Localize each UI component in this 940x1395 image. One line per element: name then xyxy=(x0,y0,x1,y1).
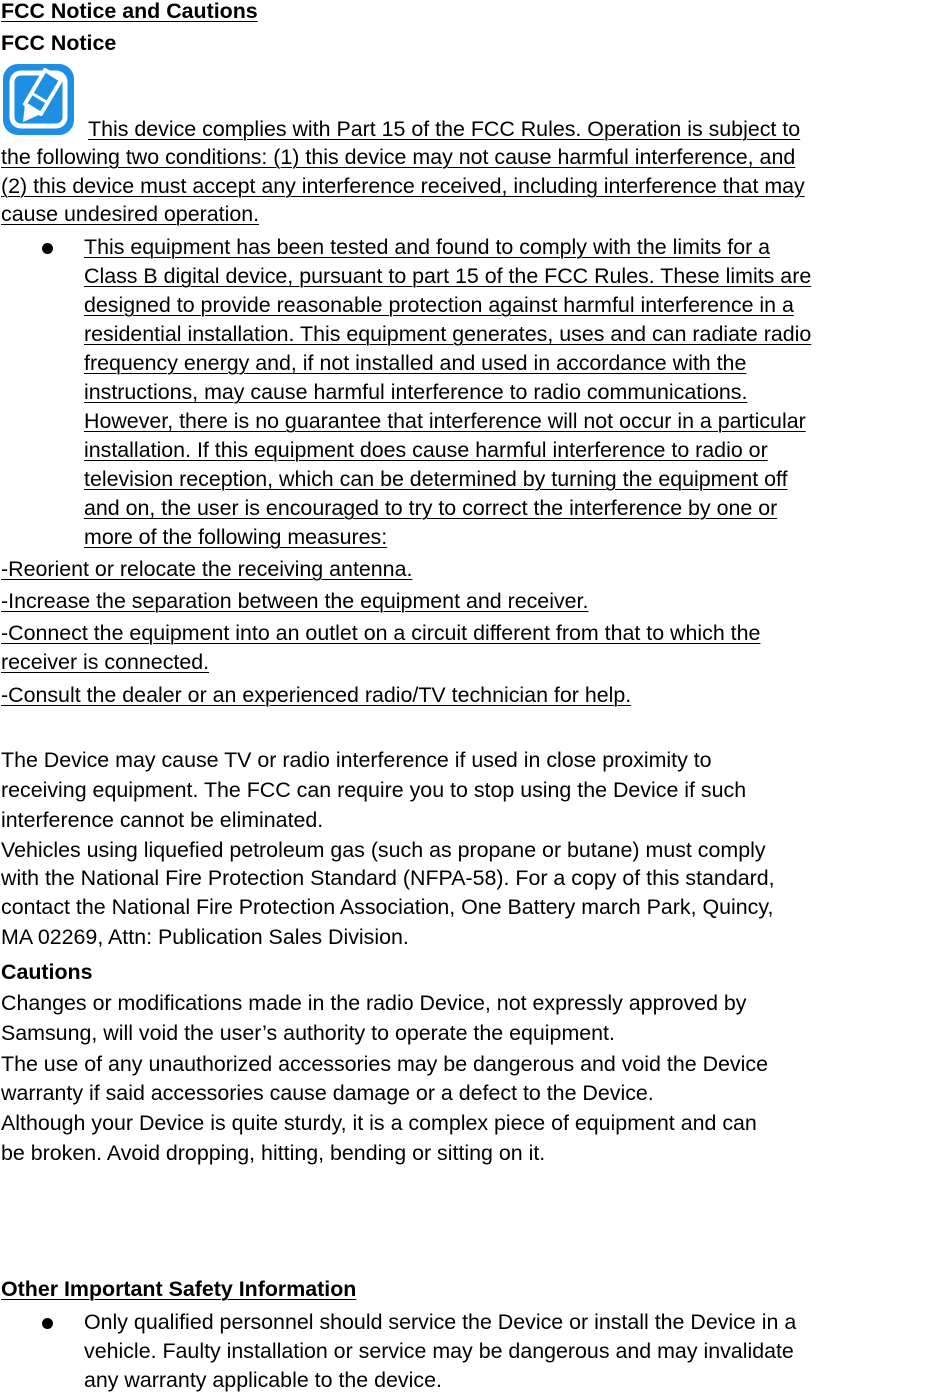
measure-connect-outlet: -Connect the equipment into an outlet on a circuit different from that to which the xyxy=(1,621,761,645)
bullet-line: This equipment has been tested and found to comply with the limits for a xyxy=(84,235,771,259)
bullet-line: Only qualified personnel should service the Device or install the Device in a xyxy=(84,1310,797,1334)
bullet-line: residential installation. This equipment generates, uses and can radiate radio xyxy=(84,322,812,346)
cautions-line: Although your Device is quite sturdy, it is a complex piece of equipment and can xyxy=(1,1111,757,1135)
body-line: The Device may cause TV or radio interference if used in close proximity to xyxy=(1,748,712,772)
body-line: with the National Fire Protection Standard (NFPA-58). For a copy of this standard, xyxy=(1,866,775,890)
bullet-line: more of the following measures: xyxy=(84,525,388,549)
bullet-line: frequency energy and, if not installed and used in accordance with the xyxy=(84,351,747,375)
measure-connect-outlet-cont: receiver is connected. xyxy=(1,650,210,674)
bullet-line: television reception, which can be determined by turning the equipment off xyxy=(84,467,788,491)
body-line: Vehicles using liquefied petroleum gas (such as propane or butane) must comply xyxy=(1,838,766,862)
bullet-line: instructions, may cause harmful interference to radio communications. xyxy=(84,380,748,404)
body-line: receiving equipment. The FCC can require you to stop using the Device if such xyxy=(1,778,747,802)
bullet-line: installation. If this equipment does cause harmful interference to radio or xyxy=(84,438,768,462)
bullet-line: designed to provide reasonable protection against harmful interference in a xyxy=(84,293,794,317)
intro-line: (2) this device must accept any interference received, including interference that may xyxy=(1,174,805,198)
fcc-notice-heading: FCC Notice xyxy=(1,31,117,55)
body-line: interference cannot be eliminated. xyxy=(1,808,324,832)
bullet-line: and on, the user is encouraged to try to correct the interference by one or xyxy=(84,496,778,520)
measure-increase-separation: -Increase the separation between the equipment and receiver. xyxy=(1,589,589,613)
note-pencil-icon xyxy=(1,62,76,137)
class-b-bullet xyxy=(84,233,938,552)
body-line: MA 02269, Attn: Publication Sales Division. xyxy=(1,925,409,949)
bullet-line: Class B digital device, pursuant to part 15 of the FCC Rules. These limits are xyxy=(84,264,812,288)
intro-line: cause undesired operation. xyxy=(1,202,260,226)
cautions-line: warranty if said accessories cause damage or a defect to the Device. xyxy=(1,1081,654,1105)
bullet-dot xyxy=(42,243,53,254)
other-safety-heading: Other Important Safety Information xyxy=(1,1277,357,1301)
intro-line: This device complies with Part 15 of the FCC Rules. Operation is subject to xyxy=(88,117,801,141)
bullet-line: vehicle. Faulty installation or service may be dangerous and may invalidate xyxy=(84,1339,794,1363)
page-title: FCC Notice and Cautions xyxy=(1,0,258,23)
measure-consult-dealer: -Consult the dealer or an experienced radio/TV technician for help. xyxy=(1,683,632,707)
intro-line: the following two conditions: (1) this device may not cause harmful interference, and xyxy=(1,145,796,169)
cautions-line: be broken. Avoid dropping, hitting, bending or sitting on it. xyxy=(1,1141,546,1165)
qualified-personnel-bullet xyxy=(84,1308,938,1395)
cautions-line: Changes or modifications made in the radio Device, not expressly approved by xyxy=(1,991,747,1015)
cautions-heading: Cautions xyxy=(1,960,93,984)
body-line: contact the National Fire Protection Association, One Battery march Park, Quincy, xyxy=(1,895,774,919)
bullet-dot xyxy=(42,1318,53,1329)
bullet-line: any warranty applicable to the device. xyxy=(84,1368,442,1392)
cautions-line: The use of any unauthorized accessories may be dangerous and void the Device xyxy=(1,1052,768,1076)
bullet-line: However, there is no guarantee that interference will not occur in a particular xyxy=(84,409,806,433)
measure-reorient: -Reorient or relocate the receiving antenna. xyxy=(1,557,413,581)
cautions-line: Samsung, will void the user’s authority to operate the equipment. xyxy=(1,1021,615,1045)
